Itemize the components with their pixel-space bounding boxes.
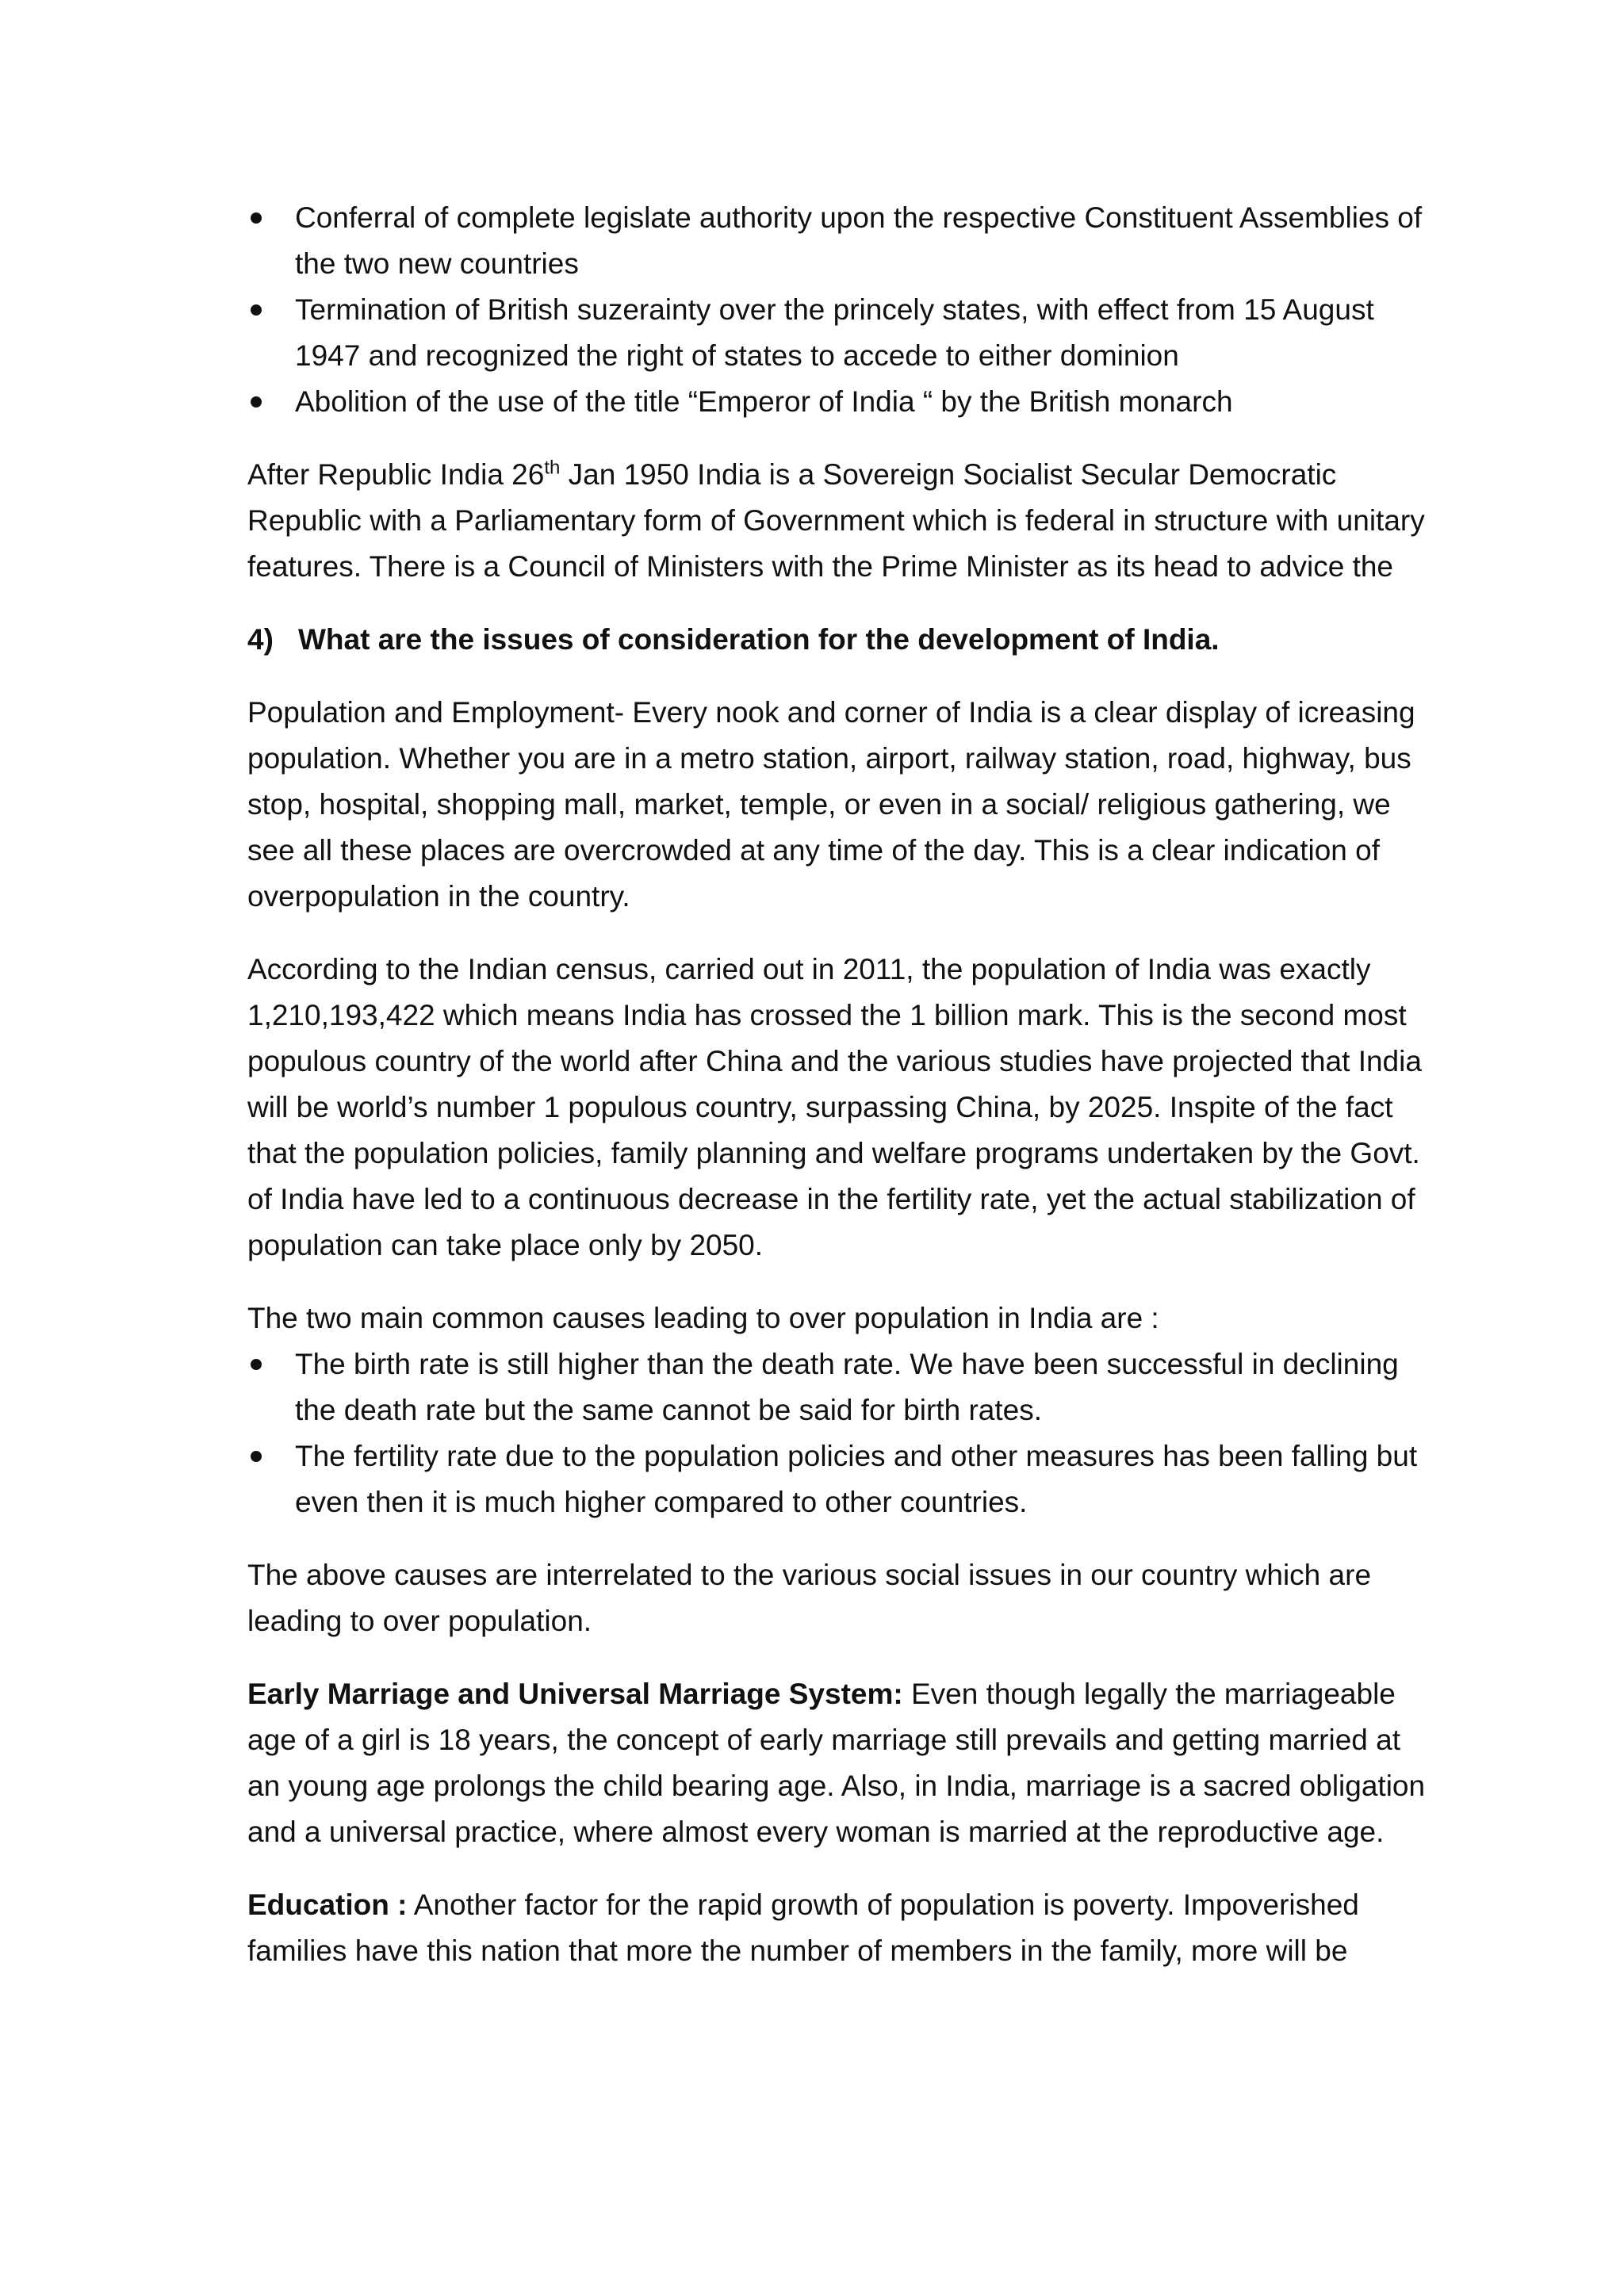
causes-followup-paragraph: The above causes are interrelated to the various social issues in our country which are leading to over population. <box>247 1559 1372 1637</box>
education-label: Education : <box>247 1888 408 1921</box>
list-item-text: Conferral of complete legislate authority upon the respective Constituent Assemblies of the two new countries <box>295 201 1423 280</box>
republic-text-end: Jan 1950 India is a Sovereign Socialist Secular Democratic Republic with a Parliamentary form of Government which is federal in structure with unitary features. There is a Council of Ministers with the Prime Minister as its head to advice the <box>247 458 1425 583</box>
list-item-text: Abolition of the use of the title “Emperor of India “ by the British monarch <box>295 385 1233 418</box>
republic-paragraph <box>247 452 1437 590</box>
bullet-icon <box>251 212 262 224</box>
question-number: 4) <box>247 623 274 656</box>
causes-intro-paragraph: The two main common causes leading to over population in India are : <box>247 1302 1159 1334</box>
early-marriage-label: Early Marriage and Universal Marriage System: <box>247 1678 903 1710</box>
republic-text-start: After Republic India 26 <box>247 458 545 491</box>
population-employment-paragraph: Population and Employment- Every nook and corner of India is a clear display of icreasing population. Whether you are in a metro station, airport, railway station, road, highway, bus stop, hospital, shopping mall, market, temple, or even in a social/ religious gathering, we see all these places are overcrowded at any time of the day. This is a clear indication of overpopulation in the country. <box>247 696 1415 913</box>
bullet-icon <box>251 1451 262 1462</box>
list-item <box>247 1341 1437 1433</box>
republic-superscript: th <box>544 457 561 479</box>
bullet-list-causes <box>247 1341 1437 1525</box>
education-text: Another factor for the rapid growth of population is poverty. Impoverished families have this nation that more the number of members in the family, more will be <box>247 1888 1359 1967</box>
bullet-icon <box>251 1359 262 1370</box>
question-heading <box>247 617 1437 663</box>
bullet-icon <box>251 304 262 316</box>
early-marriage-text: Even though legally the marriageable age of a girl is 18 years, the concept of early marriage still prevails and getting married at an young age prolongs the child bearing age. Also, in India, marriage is a sacred obligation and a universal practice, where almost every woman is married at the reproductive age. <box>247 1678 1426 1848</box>
census-paragraph: According to the Indian census, carried out in 2011, the population of India was exactly 1,210,193,422 which means India has crossed the 1 billion mark. This is the second most populous country of the world after China and the various studies have projected that India will be world’s number 1 populous country, surpassing China, by 2025. Inspite of the fact that the population policies, family planning and welfare programs undertaken by the Govt. of India have led to a continuous decrease in the fertility rate, yet the actual stabilization of population can take place only by 2050. <box>247 953 1422 1261</box>
list-item-text: The birth rate is still higher than the death rate. We have been successful in declining the death rate but the same cannot be said for birth rates. <box>295 1348 1399 1426</box>
bullet-list-top <box>247 195 1437 425</box>
list-item <box>247 287 1437 379</box>
list-item <box>247 1433 1437 1525</box>
bullet-icon <box>251 396 262 408</box>
page-content <box>247 195 1437 1974</box>
list-item <box>247 379 1437 425</box>
question-text: What are the issues of consideration for the development of India. <box>298 623 1220 656</box>
list-item-text: The fertility rate due to the population policies and other measures has been falling but even then it is much higher compared to other countries. <box>295 1440 1418 1518</box>
list-item <box>247 195 1437 287</box>
early-marriage-paragraph <box>247 1671 1437 1855</box>
list-item-text: Termination of British suzerainty over the princely states, with effect from 15 August 1947 and recognized the right of states to accede to either dominion <box>295 293 1374 372</box>
education-paragraph <box>247 1882 1437 1974</box>
